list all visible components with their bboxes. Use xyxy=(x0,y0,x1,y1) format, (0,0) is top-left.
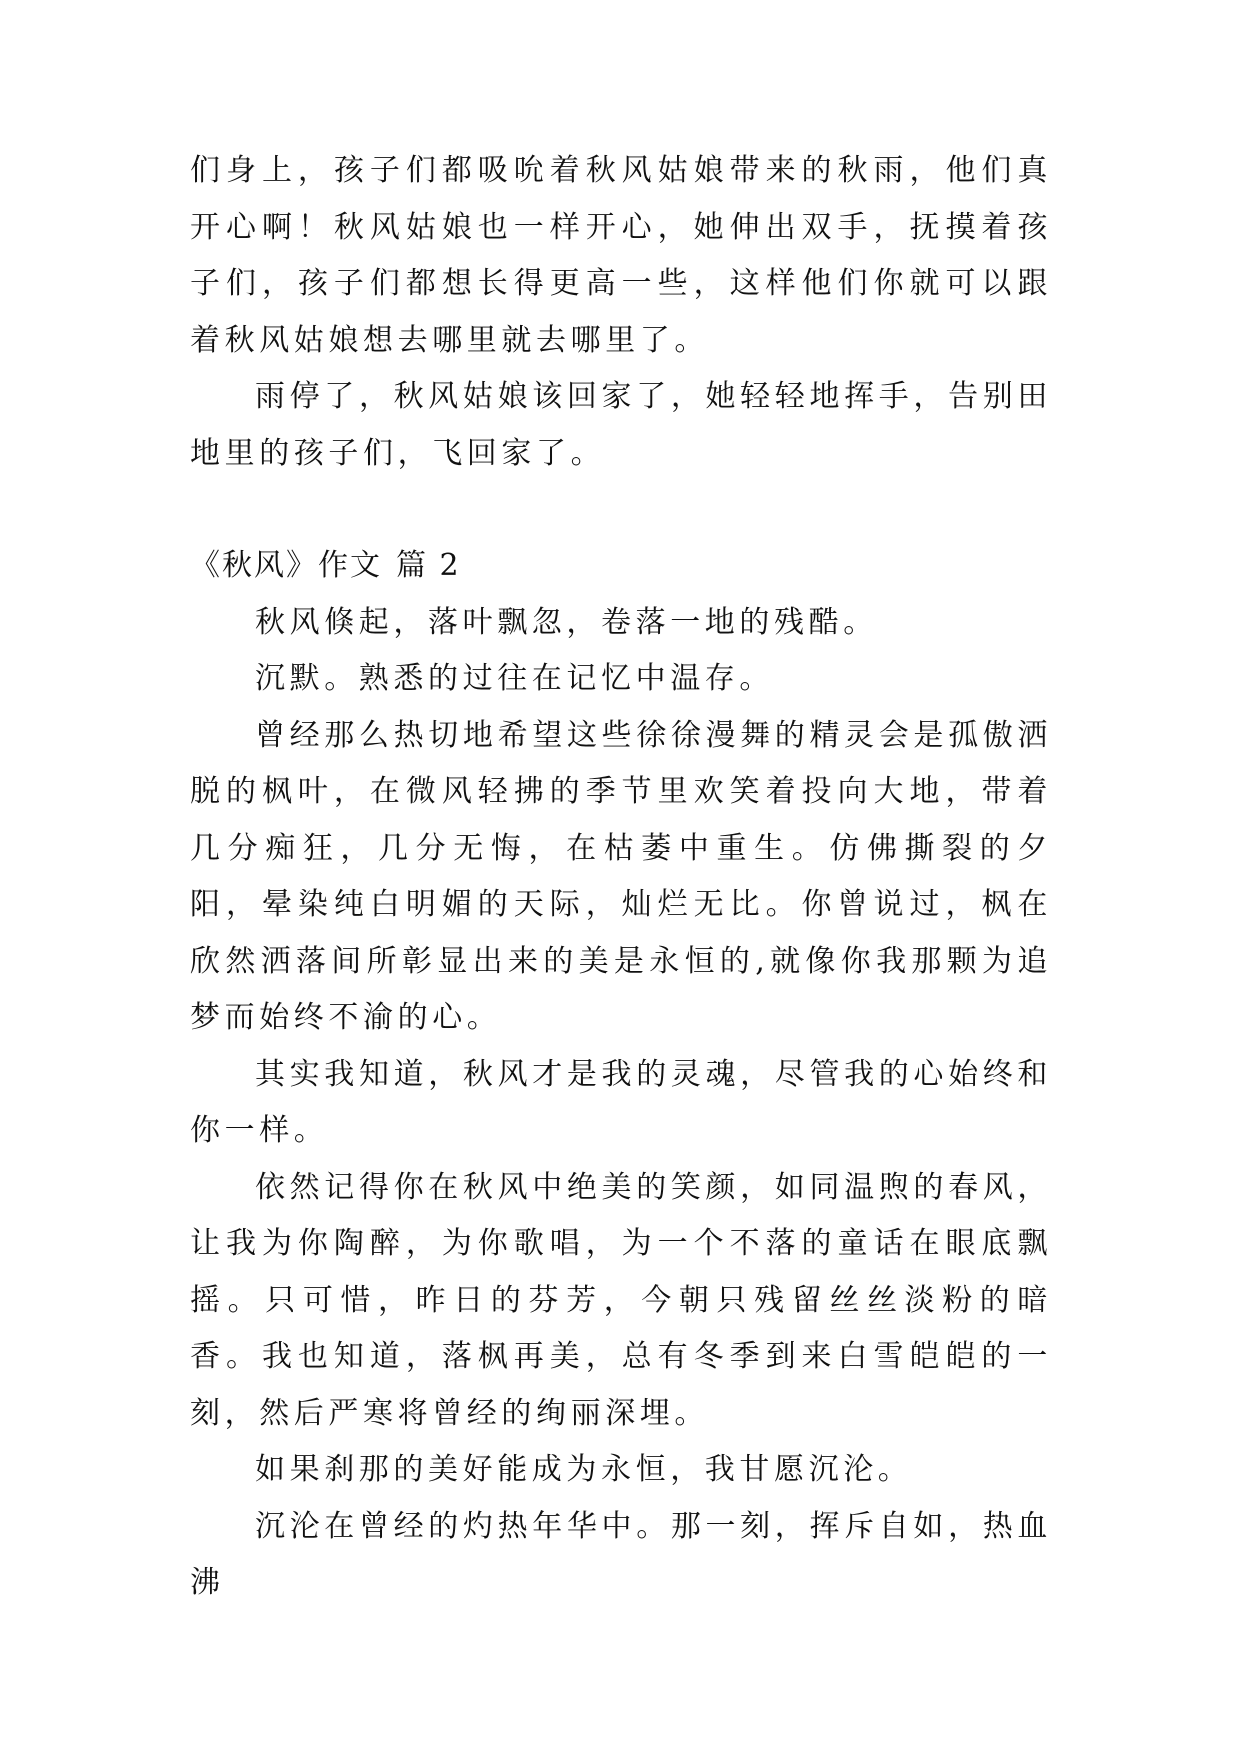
paragraph-truncated: 沉沦在曾经的灼热年华中。那一刻，挥斥自如，热血沸 xyxy=(190,1508,1052,1600)
paragraph-continued: 们身上，孩子们都吸吮着秋风姑娘带来的秋雨，他们真开心啊！秋风姑娘也一样开心，她伸出双手，抚摸着孩子们，孩子们都想长得更高一些，这样他们你就可以跟着秋风姑娘想去哪里就去哪里了。 xyxy=(190,153,1052,358)
document-body xyxy=(190,143,1052,1612)
paragraph: 秋风倏起，落叶飘忽，卷落一地的残酷。 xyxy=(255,604,878,640)
paragraph: 其实我知道，秋风才是我的灵魂，尽管我的心始终和你一样。 xyxy=(190,1056,1052,1148)
paragraph: 沉默。熟悉的过往在记忆中温存。 xyxy=(255,661,774,696)
paragraph: 雨停了，秋风姑娘该回家了，她轻轻地挥手，告别田地里的孩子们，飞回家了。 xyxy=(190,379,1052,471)
essay-section-label: 篇 2 xyxy=(396,548,461,583)
paragraph: 曾经那么热切地希望这些徐徐漫舞的精灵会是孤傲洒脱的枫叶，在微风轻拂的季节里欢笑着投向大地，带着几分痴狂，几分无悔，在枯萎中重生。仿佛撕裂的夕阳，晕染纯白明媚的天际，灿烂无比。你曾说过，枫在欣然洒落间所彰显出来的美是永恒的,就像你我那颗为追梦而始终不渝的心。 xyxy=(190,717,1052,1035)
essay-heading xyxy=(190,538,1052,595)
paragraph: 依然记得你在秋风中绝美的笑颜，如同温煦的春风，让我为你陶醉，为你歌唱，为一个不落的童话在眼底飘摇。只可惜，昨日的芬芳，今朝只残留丝丝淡粉的暗香。我也知道，落枫再美，总有冬季到来白雪皑皑的一刻，然后严寒将曾经的绚丽深埋。 xyxy=(190,1169,1052,1431)
essay-title: 《秋风》作文 xyxy=(190,548,382,583)
paragraph: 如果刹那的美好能成为永恒，我甘愿沉沦。 xyxy=(255,1452,913,1487)
